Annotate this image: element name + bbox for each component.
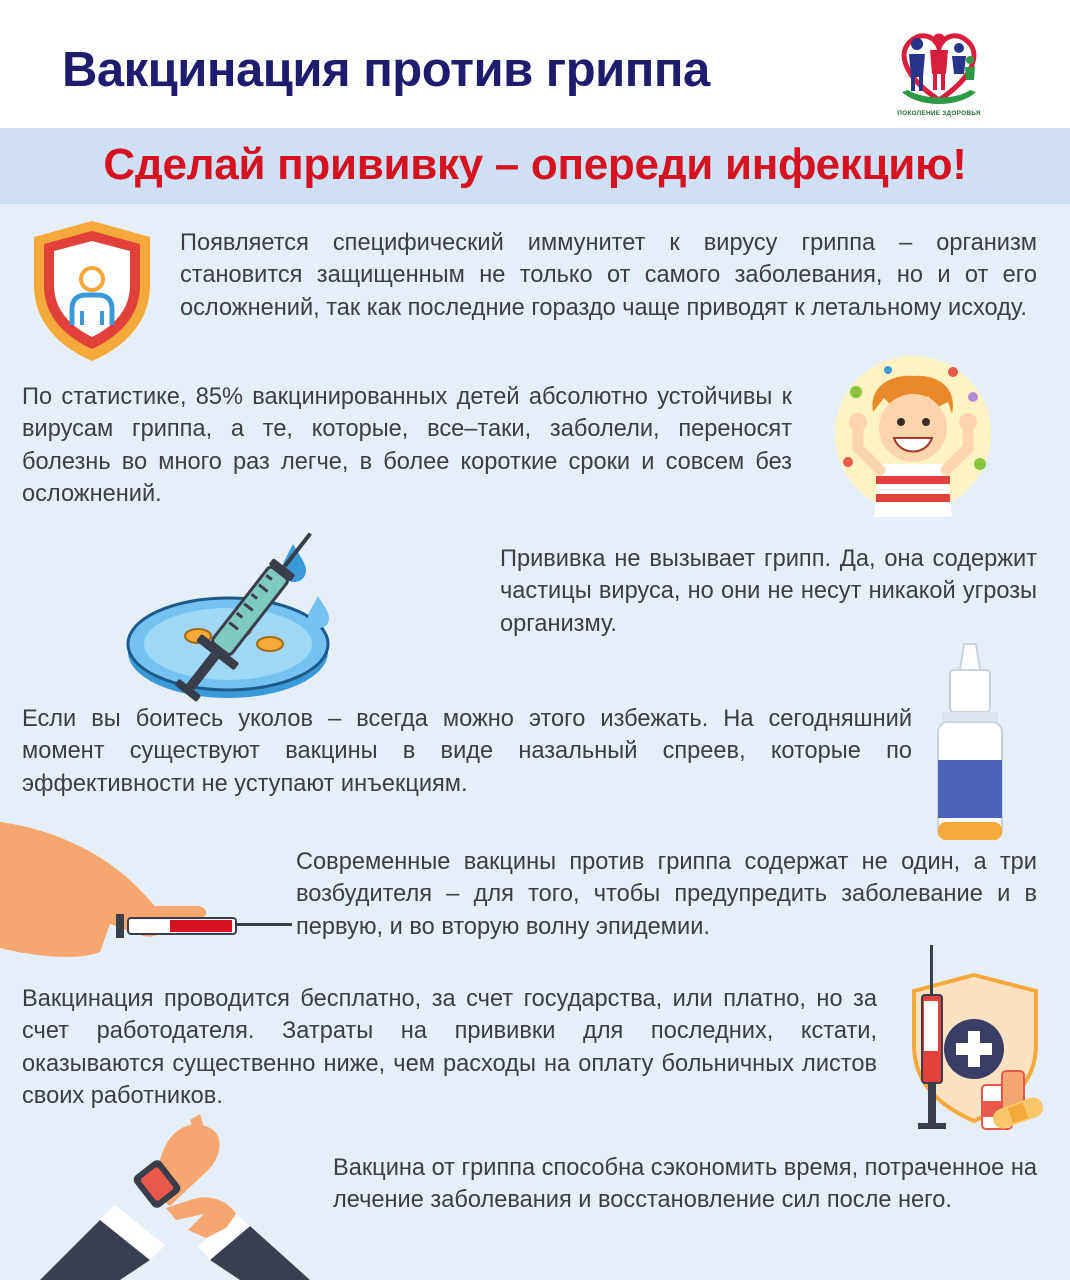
paragraph-save-time: Вакцина от гриппа способна сэкономить время, потраченное на лечение заболевания и восстановление сил после него.: [333, 1155, 1038, 1214]
petri-syringe-illustration: [118, 512, 498, 707]
paragraph-no-flu: Прививка не вызывает грипп. Да, она содержит частицы вируса, но они не несут никакой угрозы организму.: [500, 546, 1037, 637]
hand-syringe-icon: [0, 810, 300, 970]
header: [0, 0, 1070, 128]
boy-illustration: [828, 352, 998, 517]
paragraph-statistics: По статистике, 85% вакцинированных детей абсолютно устойчивы к вирусам гриппа, а те, которые, все–таки, заболели, переносят болезнь во много раз легче, в более короткие сроки и совсем без осложнений.: [22, 384, 792, 508]
paragraph-three-strains: Современные вакцины против гриппа содержат не один, а три возбудителя – для того, чтобы предупредить заболевание и в первую, и во вторую волну эпидемии.: [296, 849, 1037, 940]
happy-boy-icon: [828, 352, 998, 517]
paragraph-nasal-spray: Если вы боитесь уколов – всегда можно этого избежать. На сегодняшний момент существуют вакцины в виде назальный спреев, которые по эффективности не уступают инъекциям.: [22, 706, 912, 797]
slogan: Сделай прививку – опереди инфекцию!: [103, 140, 967, 189]
spray-illustration: [928, 640, 1012, 840]
paragraph-free-vaccination: Вакцинация проводится бесплатно, за счет государства, или платно, но за счет работодателя. Затраты на прививки для последних, кстати, оказываются существенно ниже, чем расходы на оплату больничных листов своих работников.: [22, 986, 877, 1110]
watch-illustration: [40, 1110, 310, 1280]
logo-caption: ПОКОЛЕНИЕ ЗДОРОВЬЯ: [897, 110, 981, 117]
medical-shield-icon: [910, 945, 1050, 1140]
medical-shield-illustration: [910, 945, 1050, 1140]
paragraph-immunity: Появляется специфический иммунитет к вирусу гриппа – организм становится защищенным не только от самого заболевания, но и от его осложнений, так как последние гораздо чаще приводят к летальному исходу.: [180, 230, 1037, 321]
logo-family-icon: [884, 22, 994, 110]
shield-person-icon: [26, 215, 158, 365]
wristwatch-hands-icon: [40, 1110, 310, 1280]
nasal-spray-icon: [928, 640, 1012, 840]
shield-illustration: [26, 215, 158, 365]
page-title: Вакцинация против гриппа: [62, 43, 710, 97]
slogan-banner: [0, 128, 1070, 204]
hand-syringe-illustration: [0, 810, 300, 970]
logo: [884, 22, 994, 122]
